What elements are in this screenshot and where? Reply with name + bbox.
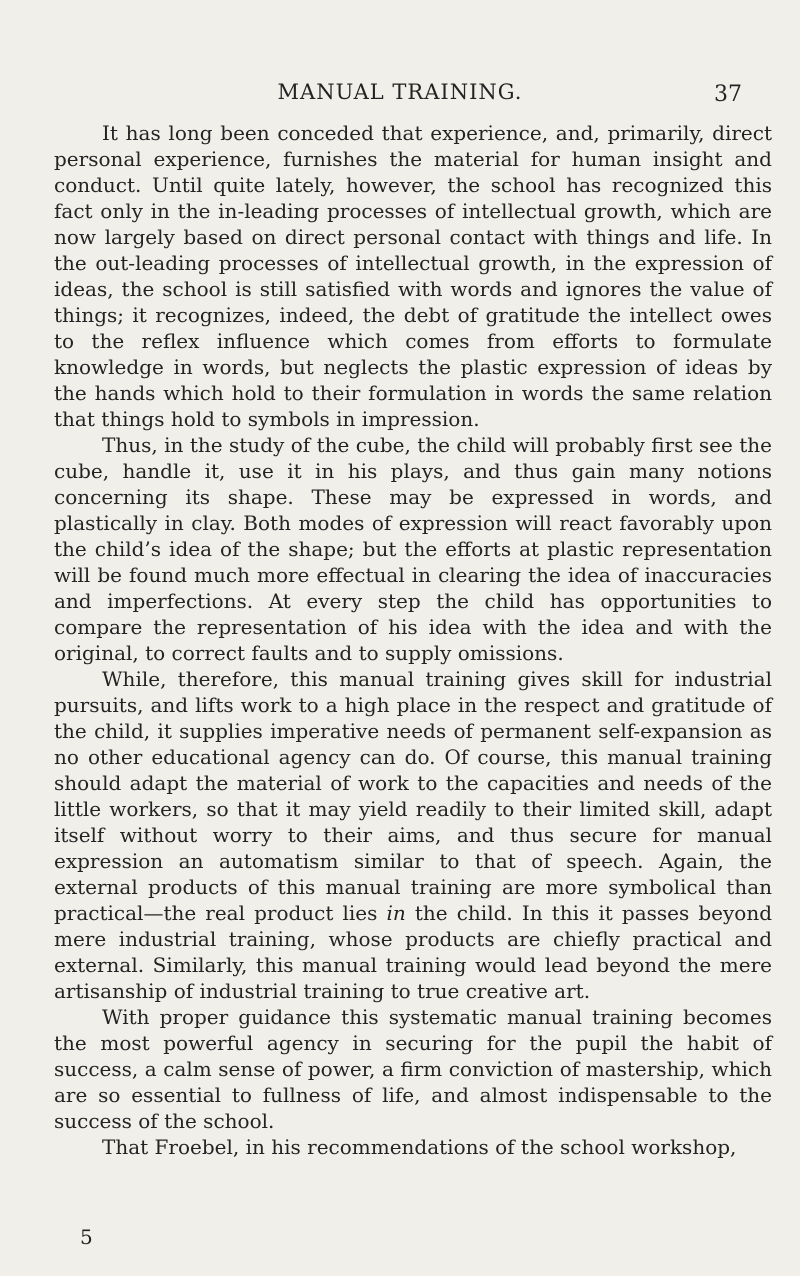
running-head: MANUAL TRAINING.: [277, 80, 523, 104]
paragraph-2: Thus, in the study of the cube, the child will probably first see the cube, handle it, use it in his plays, and thus gain many notions concerning its shape. These may be expressed in words, and plastically in clay. Both modes of expression will react favorably upon the child’s idea of the shape; but the efforts at plastic representation will be found much more effectual in clearing the idea of inaccuracies and imperfections. At every step the child has opportunities to compare the representation of his idea with the idea and with the original, to correct faults and to supply omissions.: [54, 433, 772, 665]
paragraph-3-text-before: While, therefore, this manual training gives skill for industrial pursuits, and lifts work to a high place in the respect and gratitude of the child, it supplies imperative needs of permanent self-expansion as no other educational agency can do. Of course, this manual training should adapt the material of work to the capacities and needs of the little workers, so that it may yield readily to their limited skill, adapt itself without worry to their aims, and thus secure for manual expression an automatism similar to that of speech. Again, the external products of this manual training are more symbolical than practical—the real product lies: [54, 667, 772, 925]
paragraph-3-italic-text: in: [386, 901, 406, 925]
paragraph-3: [54, 666, 772, 1004]
page-number: 37: [714, 82, 742, 107]
paragraph-5: That Froebel, in his recommendations of the school workshop,: [102, 1135, 737, 1159]
paragraph-4: With proper guidance this systematic manual training becomes the most powerful agency in securing for the pupil the habit of success, a calm sense of power, a firm conviction of mastership, which are so essential to fullness of life, and almost indispensable to the success of the school.: [54, 1005, 772, 1133]
paragraph-1: It has long been conceded that experience, and, primarily, direct personal experience, furnishes the material for human insight and conduct. Until quite lately, however, the school has recognized this fact only in the in-leading processes of intellectual growth, which are now largely based on direct personal contact with things and life. In the out-leading processes of intellectual growth, in the expression of ideas, the school is still satisfied with words and ignores the value of things; it recognizes, indeed, the debt of gratitude the intellect owes to the reflex influence which comes from efforts to formulate knowledge in words, but neglects the plastic expression of ideas by the hands which hold to their formulation in words the same relation that things hold to symbols in impression.: [54, 121, 772, 431]
paragraph-3-text-after: the child. In this it passes beyond mere industrial training, whose products are chiefly practical and external. Similarly, this manual training would lead beyond the mere artisanship of industrial training to true creative art.: [54, 901, 773, 1003]
body-text: [54, 120, 772, 1160]
signature-mark: 5: [80, 1225, 93, 1249]
